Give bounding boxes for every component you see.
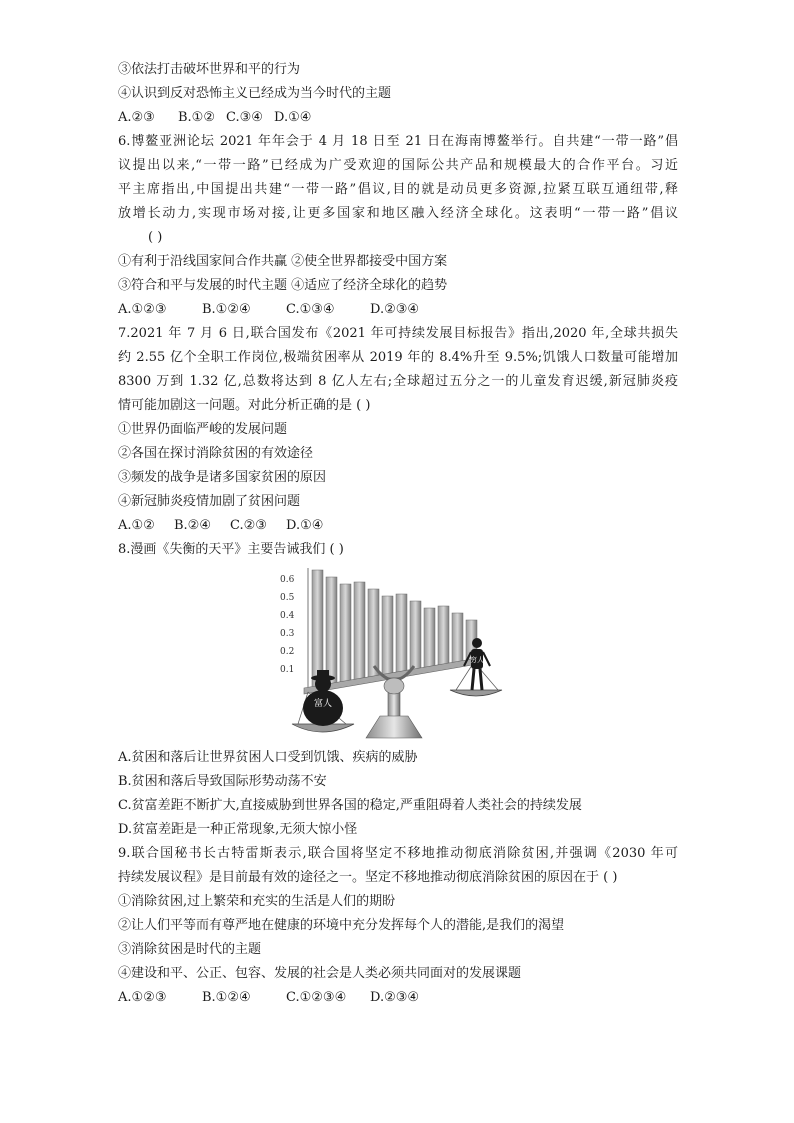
q7-statement: ④新冠肺炎疫情加剧了贫困问题 — [118, 494, 301, 509]
background-bar — [424, 608, 435, 669]
option-c: C.②③ — [230, 518, 267, 533]
unbalanced-scale-cartoon — [278, 566, 504, 744]
option-d: D.②③④ — [370, 302, 420, 317]
q9-options — [118, 986, 678, 1010]
background-bar — [340, 584, 351, 684]
q7-statement: ②各国在探讨消除贫困的有效途径 — [118, 446, 314, 461]
q9-statement: ②让人们平等而有尊严地在健康的环境中充分发挥每个人的潜能,是我们的渴望 — [118, 918, 565, 933]
background-bar — [368, 589, 379, 679]
background-bar — [410, 601, 421, 672]
option-b: B.①②④ — [202, 302, 251, 317]
q6-stem-line: 议提出以来,“一带一路”已经成为广受欢迎的国际公共产品和规模最大的合作平台。习近 — [118, 158, 678, 173]
q8-option: C.贫富差距不断扩大,直接威胁到世界各国的稳定,严重阻碍着人类社会的持续发展 — [118, 798, 582, 813]
q7-stem-line: 约 2.55 亿个全职工作岗位,极端贫困率从 2019 年的 8.4%升至 9.5%;饥饿人口数量可能增加 — [118, 350, 678, 365]
q8-option: D.贫富差距是一种正常现象,无须大惊小怪 — [118, 822, 358, 837]
q9-stem-line: 9.联合国秘书长古特雷斯表示,联合国将坚定不移地推动彻底消除贫困,并强调《2030 年可 — [118, 846, 678, 861]
option-c: C.①③④ — [286, 302, 335, 317]
y-tick-label: 0.5 — [280, 593, 295, 603]
q6-stem-line: 6.博鳌亚洲论坛 2021 年年会于 4 月 18 日至 21 日在海南博鳌举行。自共建“一带一路”倡 — [118, 134, 678, 149]
q7-stem-line: 7.2021 年 7 月 6 日,联合国发布《2021 年可持续发展目标报告》指出,2020 年,全球共损失 — [118, 326, 678, 341]
q7-stem-line: 8300 万到 1.32 亿,总数将达到 8 亿人左右;全球超过五分之一的儿童发育迟缓,新冠肺炎疫 — [118, 374, 678, 389]
q7-stem-line: 情可能加剧这一问题。对此分析正确的是 ( ) — [118, 398, 371, 413]
option-a: A.②③ — [118, 110, 155, 125]
option-d: D.①④ — [286, 518, 324, 533]
q6-stem-line: 平主席指出,中国提出共建“一带一路”倡议,目的就是动员更多资源,拉紧互联互通纽带,释 — [118, 182, 678, 197]
statement-line: ④认识到反对恐怖主义已经成为当今时代的主题 — [118, 86, 392, 101]
scale-base — [366, 716, 422, 738]
option-b: B.①②④ — [202, 990, 251, 1005]
option-a: A.①②③ — [118, 990, 167, 1005]
option-b: B.①② — [178, 110, 215, 125]
option-d: D.②③④ — [370, 990, 420, 1005]
option-a: A.①②③ — [118, 302, 167, 317]
cartoon-illustration — [278, 566, 504, 744]
option-b: B.②④ — [174, 518, 211, 533]
q8-option: B.贫困和落后导致国际形势动荡不安 — [118, 774, 327, 789]
option-a: A.①② — [118, 518, 155, 533]
background-bar — [452, 613, 463, 664]
right-pan — [450, 690, 502, 696]
y-tick-label: 0.3 — [280, 629, 295, 639]
q9-statement: ③消除贫困是时代的主题 — [118, 942, 262, 957]
rich-label: 富人 — [313, 699, 333, 709]
q6-stem-line: 放增长动力,实现市场对接,让更多国家和地区融入经济全球化。这表明“一带一路”倡议 — [118, 206, 678, 221]
q9-stem-line: 持续发展议程》是目前最有效的途径之一。坚定不移地推动彻底消除贫困的原因在于 ( ) — [118, 870, 618, 885]
q6-statement: ③符合和平与发展的时代主题 ④适应了经济全球化的趋势 — [118, 278, 448, 293]
q9-statement: ④建设和平、公正、包容、发展的社会是人类必须共同面对的发展课题 — [118, 966, 522, 981]
background-bar — [354, 582, 365, 681]
q8-option: A.贫困和落后让世界贫困人口受到饥饿、疾病的威胁 — [118, 750, 418, 765]
statement-line: ③依法打击破坏世界和平的行为 — [118, 62, 301, 77]
q6-answer-bracket: ( ) — [148, 230, 163, 245]
scale-pivot — [384, 678, 404, 694]
poor-label: 穷人 — [470, 656, 484, 664]
option-d: D.①④ — [274, 110, 312, 125]
q6-statement: ①有利于沿线国家间合作共赢 ②使全世界都接受中国方案 — [118, 254, 448, 269]
background-bar — [326, 577, 337, 686]
background-bar — [396, 594, 407, 674]
q8-stem: 8.漫画《失衡的天平》主要告诫我们 ( ) — [118, 542, 344, 557]
option-c: C.③④ — [226, 110, 263, 125]
q9-statement: ①消除贫困,过上繁荣和充实的生活是人们的期盼 — [118, 894, 396, 909]
y-tick-label: 0.4 — [280, 611, 295, 621]
y-tick-label: 0.2 — [280, 647, 295, 657]
background-bar — [382, 596, 393, 677]
y-tick-label: 0.1 — [280, 665, 295, 675]
q7-statement: ③频发的战争是诸多国家贫困的原因 — [118, 470, 327, 485]
option-c: C.①②③④ — [286, 990, 347, 1005]
q5-options — [118, 106, 678, 130]
y-tick-label: 0.6 — [280, 575, 295, 585]
q7-statement: ①世界仍面临严峻的发展问题 — [118, 422, 288, 437]
exam-page — [118, 58, 678, 1010]
q7-options — [118, 514, 678, 538]
background-bar — [438, 606, 449, 667]
q6-options — [118, 298, 678, 322]
